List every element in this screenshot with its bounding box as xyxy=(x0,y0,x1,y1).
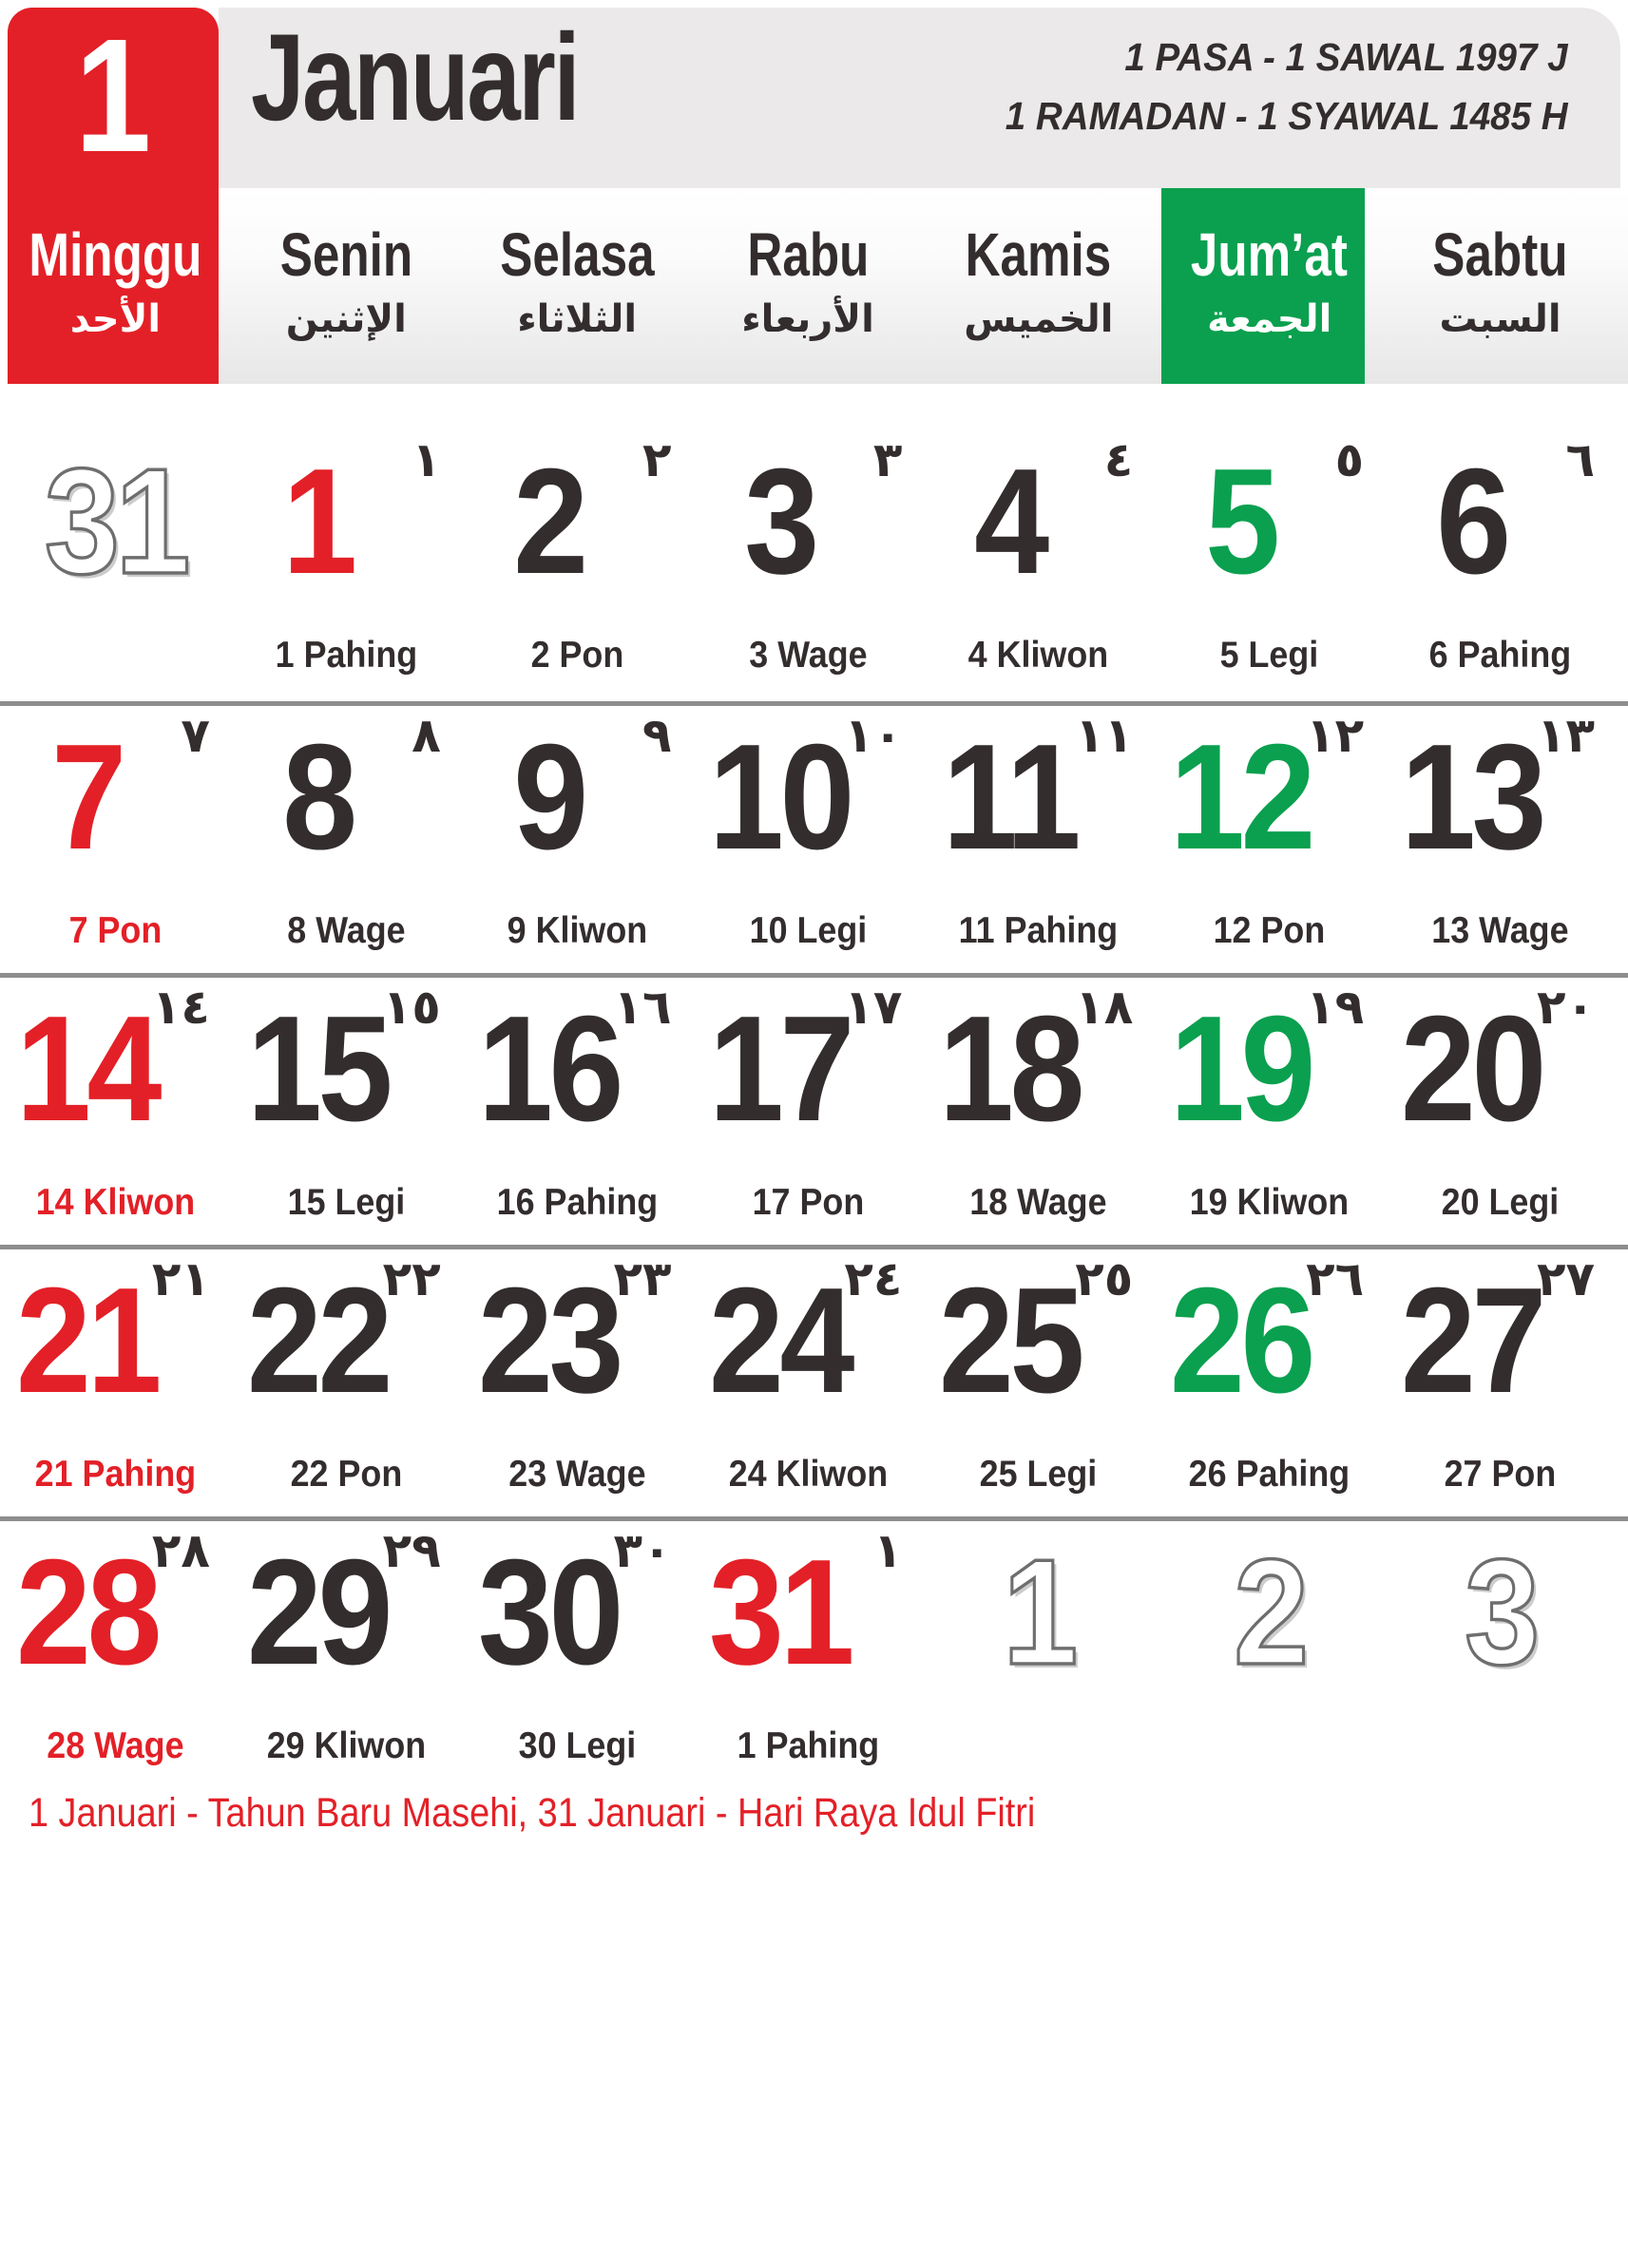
pasaran-label: 11 Pahing xyxy=(959,910,1119,951)
week-row xyxy=(0,975,1616,1248)
hijri-date: ٢٥ xyxy=(1075,1251,1134,1306)
pasaran-label: 19 Kliwon xyxy=(1189,1182,1350,1223)
hijri-date: ٥ xyxy=(1334,432,1365,487)
gregorian-date: 20 xyxy=(1400,985,1543,1153)
gregorian-date: 2 xyxy=(512,438,584,605)
gregorian-date: 4 xyxy=(974,438,1046,605)
gregorian-date: 16 xyxy=(477,985,620,1153)
day-cell xyxy=(693,1247,924,1520)
weekday-arabic: الأربعاء xyxy=(741,297,874,341)
weekday-arabic: الأحد xyxy=(69,297,162,341)
hijri-date: ١ xyxy=(872,1523,903,1578)
pasaran-label: 30 Legi xyxy=(518,1725,636,1766)
hijri-date: ١٥ xyxy=(382,980,441,1035)
gregorian-date: 6 xyxy=(1436,438,1507,605)
gregorian-date: 13 xyxy=(1400,714,1543,881)
weekday-jumat xyxy=(1154,188,1385,384)
pasaran-label: 22 Pon xyxy=(290,1454,403,1495)
gregorian-date: 5 xyxy=(1205,438,1277,605)
pasaran-label: 26 Pahing xyxy=(1188,1454,1350,1495)
weekday-arabic: السبت xyxy=(1439,297,1561,341)
hijri-year-line: 1 RAMADAN - 1 SYAWAL 1485 H xyxy=(1006,93,1568,138)
gregorian-date: 18 xyxy=(939,985,1082,1153)
hijri-date: ١٨ xyxy=(1075,980,1134,1035)
gregorian-date: 3 xyxy=(743,438,815,605)
pasaran-label: 21 Pahing xyxy=(34,1454,197,1495)
gregorian-date: 28 xyxy=(15,1529,159,1696)
pasaran-label: 17 Pon xyxy=(752,1182,864,1223)
pasaran-label: 5 Legi xyxy=(1219,635,1319,676)
day-cell xyxy=(1385,1518,1616,1792)
weekday-name: Selasa xyxy=(500,220,655,289)
pasaran-label: 4 Kliwon xyxy=(968,635,1109,676)
day-cell xyxy=(0,428,231,701)
hijri-date: ٢٤ xyxy=(844,1251,903,1306)
weekday-sabtu xyxy=(1385,188,1616,384)
gregorian-date: 30 xyxy=(477,1529,620,1696)
pasaran-label: 3 Wage xyxy=(748,635,868,676)
day-cell xyxy=(1154,1518,1385,1792)
pasaran-label: 7 Pon xyxy=(68,910,163,951)
day-cell xyxy=(923,975,1154,1248)
pasaran-label: 24 Kliwon xyxy=(728,1454,888,1495)
hijri-date: ٩ xyxy=(642,708,672,763)
day-cell xyxy=(1154,975,1385,1248)
day-cell xyxy=(462,428,693,701)
hijri-date: ٢٨ xyxy=(151,1523,210,1578)
pasaran-label: 14 Kliwon xyxy=(35,1182,196,1223)
day-cell xyxy=(231,428,462,701)
pasaran-label: 13 Wage xyxy=(1431,910,1569,951)
day-cell xyxy=(693,975,924,1248)
day-cell xyxy=(1154,703,1385,977)
day-cell xyxy=(923,428,1154,701)
gregorian-date: 25 xyxy=(939,1257,1082,1424)
gregorian-date: 1 xyxy=(281,438,354,605)
weekday-rabu xyxy=(693,188,924,384)
weekday-name: Kamis xyxy=(966,220,1112,289)
year-conversion-lines xyxy=(1006,29,1568,145)
day-cell xyxy=(462,975,693,1248)
day-cell xyxy=(1385,1247,1616,1520)
gregorian-date: 31 xyxy=(44,438,187,605)
day-cell xyxy=(0,975,231,1248)
day-cell xyxy=(1385,428,1616,701)
day-cell xyxy=(923,1247,1154,1520)
gregorian-date: 7 xyxy=(51,714,123,881)
day-cell xyxy=(1154,1247,1385,1520)
week-row xyxy=(0,428,1616,701)
hijri-date: ١٠ xyxy=(844,708,903,763)
gregorian-date: 12 xyxy=(1170,714,1312,881)
hijri-date: ٨ xyxy=(412,708,441,763)
gregorian-date: 9 xyxy=(512,714,584,881)
hijri-date: ١٩ xyxy=(1306,980,1365,1035)
gregorian-date: 10 xyxy=(708,714,851,881)
pasaran-label: 1 Pahing xyxy=(275,635,418,676)
hijri-date: ٢٩ xyxy=(382,1523,441,1578)
hijri-date: ٢٠ xyxy=(1536,980,1596,1035)
pasaran-label: 15 Legi xyxy=(287,1182,406,1223)
pasaran-label: 28 Wage xyxy=(47,1725,184,1766)
day-cell xyxy=(693,703,924,977)
day-cell xyxy=(923,1518,1154,1792)
day-cell xyxy=(1154,428,1385,701)
holiday-note: 1 Januari - Tahun Baru Masehi, 31 Januari - Hari Raya Idul Fitri xyxy=(29,1790,1036,1836)
hijri-date: ٢٧ xyxy=(1536,1251,1596,1306)
week-row xyxy=(0,703,1616,977)
pasaran-label: 20 Legi xyxy=(1441,1182,1560,1223)
gregorian-date: 22 xyxy=(246,1257,389,1424)
gregorian-date: 23 xyxy=(477,1257,620,1424)
day-cell xyxy=(231,1518,462,1792)
gregorian-date: 11 xyxy=(943,714,1078,881)
hijri-date: ١٧ xyxy=(844,980,903,1035)
gregorian-date: 15 xyxy=(246,985,389,1153)
weekday-name: Senin xyxy=(279,220,412,289)
gregorian-date: 14 xyxy=(15,985,159,1153)
hijri-date: ٣٠ xyxy=(613,1523,672,1578)
pasaran-label: 12 Pon xyxy=(1213,910,1326,951)
pasaran-label: 8 Wage xyxy=(287,910,406,951)
weekday-kamis xyxy=(923,188,1154,384)
gregorian-date: 27 xyxy=(1400,1257,1543,1424)
day-cell xyxy=(0,703,231,977)
month-number: 1 xyxy=(74,6,152,186)
pasaran-label: 27 Pon xyxy=(1444,1454,1557,1495)
day-cell xyxy=(0,1247,231,1520)
day-cell xyxy=(231,703,462,977)
hijri-date: ١١ xyxy=(1075,708,1134,763)
gregorian-date: 24 xyxy=(708,1257,851,1424)
day-cell xyxy=(693,428,924,701)
javanese-year-line: 1 PASA - 1 SAWAL 1997 J xyxy=(1124,35,1568,79)
month-title: Januari xyxy=(251,8,579,146)
hijri-date: ٢ xyxy=(642,432,672,487)
weekday-arabic: الإثنين xyxy=(285,297,407,341)
hijri-date: ١٤ xyxy=(151,980,210,1035)
week-row xyxy=(0,1518,1616,1792)
pasaran-label: 9 Kliwon xyxy=(507,910,647,951)
weekday-minggu xyxy=(0,188,231,384)
week-row xyxy=(0,1247,1616,1520)
pasaran-label: 16 Pahing xyxy=(496,1182,658,1223)
gregorian-date: 3 xyxy=(1465,1529,1536,1696)
day-cell xyxy=(231,975,462,1248)
pasaran-label: 10 Legi xyxy=(749,910,867,951)
day-cell xyxy=(1385,975,1616,1248)
weekday-arabic: الجمعة xyxy=(1207,297,1332,341)
hijri-date: ١٢ xyxy=(1306,708,1365,763)
hijri-date: ٢١ xyxy=(151,1251,210,1306)
day-cell xyxy=(0,1518,231,1792)
weekday-arabic: الخميس xyxy=(964,297,1114,341)
gregorian-date: 2 xyxy=(1234,1529,1306,1696)
gregorian-date: 21 xyxy=(15,1257,159,1424)
hijri-date: ٢٢ xyxy=(382,1251,441,1306)
gregorian-date: 19 xyxy=(1170,985,1312,1153)
day-cell xyxy=(923,703,1154,977)
pasaran-label: 29 Kliwon xyxy=(266,1725,427,1766)
hijri-date: ١ xyxy=(412,432,441,487)
gregorian-date: 8 xyxy=(281,714,354,881)
weekday-arabic: الثلاثاء xyxy=(517,297,638,341)
gregorian-date: 31 xyxy=(708,1529,851,1696)
weekday-selasa xyxy=(462,188,693,384)
pasaran-label: 2 Pon xyxy=(530,635,623,676)
hijri-date: ٤ xyxy=(1103,432,1134,487)
weekday-name: Jum’at xyxy=(1191,220,1349,289)
weekday-name: Sabtu xyxy=(1432,220,1568,289)
gregorian-date: 29 xyxy=(246,1529,389,1696)
weekday-senin xyxy=(231,188,462,384)
day-cell xyxy=(462,1518,693,1792)
hijri-date: ٢٦ xyxy=(1306,1251,1365,1306)
gregorian-date: 26 xyxy=(1170,1257,1312,1424)
day-cell xyxy=(231,1247,462,1520)
hijri-date: ١٦ xyxy=(613,980,672,1035)
day-cell xyxy=(462,703,693,977)
hijri-date: ٢٣ xyxy=(613,1251,672,1306)
day-cell xyxy=(462,1247,693,1520)
gregorian-date: 17 xyxy=(708,985,851,1153)
day-cell xyxy=(693,1518,924,1792)
gregorian-date: 1 xyxy=(1003,1529,1075,1696)
pasaran-label: 1 Pahing xyxy=(737,1725,879,1766)
pasaran-label: 18 Wage xyxy=(969,1182,1107,1223)
pasaran-label: 25 Legi xyxy=(980,1454,1098,1495)
hijri-date: ٦ xyxy=(1565,432,1596,487)
pasaran-label: 6 Pahing xyxy=(1428,635,1572,676)
weekday-header-row xyxy=(0,188,1616,384)
hijri-date: ١٣ xyxy=(1536,708,1596,763)
hijri-date: ٣ xyxy=(872,432,903,487)
hijri-date: ٧ xyxy=(181,708,210,763)
pasaran-label: 23 Wage xyxy=(508,1454,646,1495)
weekday-name: Rabu xyxy=(747,220,870,289)
weekday-name: Minggu xyxy=(29,220,202,289)
day-cell xyxy=(1385,703,1616,977)
